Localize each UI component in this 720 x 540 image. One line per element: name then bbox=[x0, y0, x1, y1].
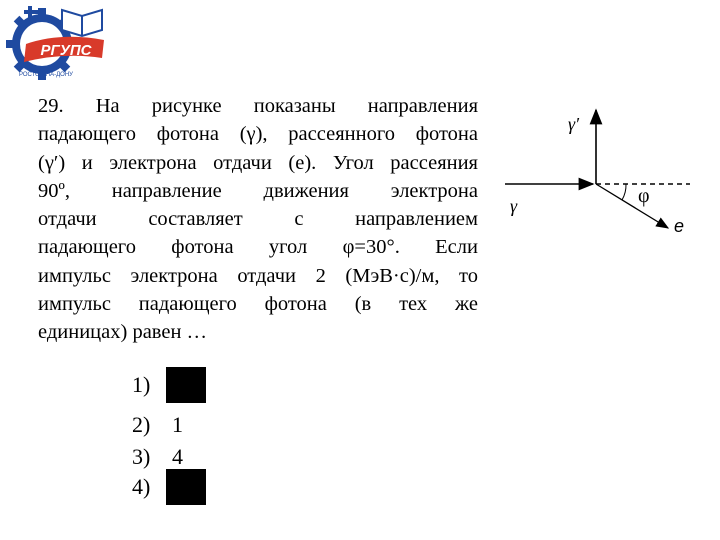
angle-label: φ bbox=[638, 185, 650, 207]
angle-arc bbox=[622, 184, 626, 200]
answer-option-2[interactable] bbox=[132, 407, 183, 443]
scattered-photon-label: γ′ bbox=[568, 114, 580, 134]
electron-recoil-arrow bbox=[596, 184, 668, 228]
incident-photon-label: γ bbox=[510, 196, 518, 216]
problem-line: 90º, направление движения электрона bbox=[38, 179, 478, 202]
redacted-answer-box bbox=[166, 469, 206, 505]
problem-line: импульс электрона отдачи 2 (МэВ·с)/м, то bbox=[38, 264, 478, 287]
university-logo bbox=[6, 4, 106, 82]
answer-number: 3) bbox=[132, 444, 151, 469]
answer-number: 4) bbox=[132, 474, 151, 499]
problem-line: (γ′) и электрона отдачи (е). Угол рассеяния bbox=[38, 151, 478, 174]
problem-statement bbox=[38, 92, 478, 347]
problem-line: падающего фотона угол φ=30°. Если bbox=[38, 236, 478, 259]
redacted-answer-box bbox=[166, 367, 206, 403]
answer-value: 1 bbox=[172, 412, 183, 437]
answer-number: 2) bbox=[132, 412, 151, 437]
logo-text: РГУПС bbox=[40, 42, 92, 59]
logo-small-text: РОСТОВ-НА-ДОНУ bbox=[19, 72, 73, 78]
electron-label: e bbox=[674, 216, 685, 236]
problem-line: единицах) равен … bbox=[38, 321, 208, 344]
problem-line: падающего фотона (γ), рассеянного фотона bbox=[38, 123, 478, 146]
problem-line: импульс падающего фотона (в тех же bbox=[38, 293, 478, 316]
answer-number: 1) bbox=[132, 372, 151, 397]
problem-line: отдачи составляет с направлением bbox=[38, 208, 478, 231]
answer-option-1[interactable] bbox=[132, 367, 206, 403]
problem-line: 29. На рисунке показаны направления bbox=[38, 95, 478, 117]
answer-value: 4 bbox=[172, 444, 183, 469]
answer-option-4[interactable] bbox=[132, 469, 206, 505]
logo-emblem-icon bbox=[6, 4, 106, 82]
scattering-diagram bbox=[500, 100, 700, 250]
